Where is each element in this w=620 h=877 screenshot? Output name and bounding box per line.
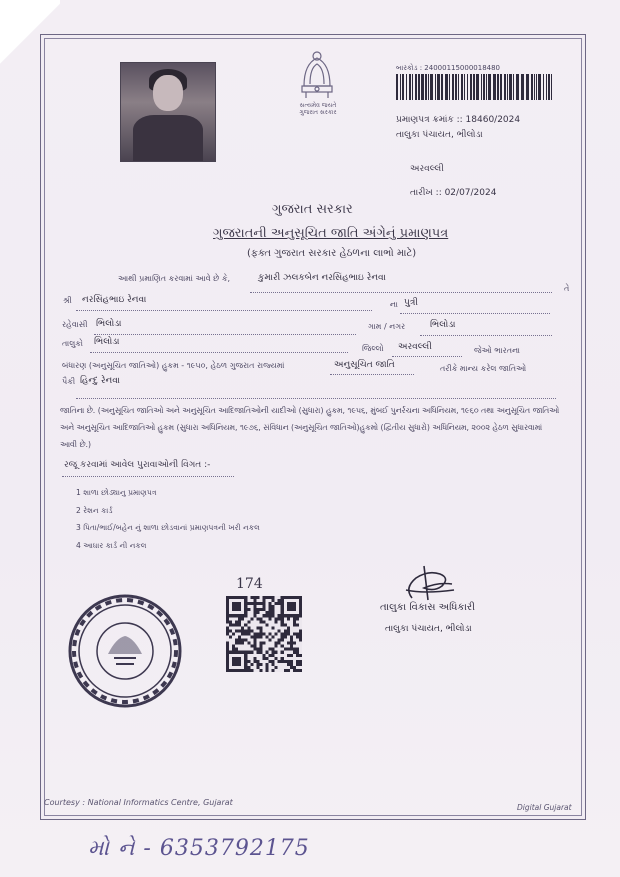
emblem-govt-name: ગુજરાત સરકાર	[299, 109, 337, 116]
applicant-name: કુમારી ઝલકબેન નરસિંહભાઇ રેનવા	[258, 273, 386, 283]
district-top: અરવલ્લી	[410, 164, 444, 174]
joins-label: જેઓ ભારતના	[474, 346, 521, 355]
applicant-photo	[120, 62, 216, 162]
documents-list	[76, 484, 260, 554]
relation-underline	[400, 313, 550, 314]
taluka-label: તાલુકો	[62, 339, 83, 348]
handwritten-phone: મો ને - 6353792175	[88, 836, 310, 861]
resident-underline	[94, 334, 356, 335]
list-item: 1 શાળા છોડ્યાનુ પ્રમાણપત્ર	[76, 488, 157, 497]
emblem-motto: સત્યમેવ જયતે	[299, 102, 337, 109]
official-seal-icon	[66, 592, 184, 710]
qr-code-icon	[226, 596, 302, 672]
resident-label: રહેવાસી	[62, 320, 88, 329]
constitution-text: બંધારણ (અનુસૂચિત જાતિઓ) હુકમ - ૧૯૫૦, હેઠળ ગુજરાત રાજ્યમાં	[62, 361, 285, 370]
legal-paragraph: જાતિના છે. (અનુસૂચિત જાતિઓ અને અનુસૂચિત આદિજાતિઓની યાદીઓ (સુધારા) હુકમ, ૧૯૫૬, મુંબઈ પુનર્રચના અધિનિયમ, ૧૯૬૦ તથા અનુસૂચિત જાતિઓ અને અનુસૂચિત આદિજાતિઓ હુકમ (સુધારા અધિનિયમ, ૧૯૭૬, સંવિધાન (અનુસૂચિત જાતિઓ)હુકમો (દ્વિતીય સુધારો) અધિનિયમ, ૨૦૦૨ હેઠળ સુધારવામાં આવી છે.)	[60, 406, 560, 449]
village-label: ગામ / નગર	[368, 322, 406, 331]
taluka-underline	[90, 352, 348, 353]
issuing-office-top: તાલુકા પંચાયત, ભીલોડા	[396, 130, 483, 140]
issue-date: તારીખ :: 02/07/2024	[410, 188, 497, 198]
list-item: 2 રેશન કાર્ડ	[76, 505, 113, 515]
documents-heading-underline	[62, 476, 234, 477]
government-heading: ગુજરાત સરકાર	[272, 202, 353, 217]
name-underline	[250, 292, 552, 293]
documents-heading	[64, 460, 210, 470]
handwritten-number: 174	[236, 576, 263, 592]
officer-title: તાલુકા વિકાસ અધિકારી	[380, 602, 475, 613]
category-value: અનુસૂચિત જાતિ	[334, 360, 395, 370]
barcode-number: બારકોડ : 24000115000018480	[396, 64, 501, 72]
village-underline	[420, 335, 552, 336]
district-label: જિલ્લો	[362, 344, 384, 353]
documents-heading-text: રજૂ કરવામાં આવેલ પુરાવાઓની વિગત :-	[64, 460, 211, 470]
emblem-caption	[288, 102, 348, 116]
officer-office: તાલુકા પંચાયત, ભીલોડા	[385, 624, 472, 634]
district-underline	[392, 356, 462, 357]
officer-signature-icon	[394, 560, 464, 606]
caste-underline	[76, 398, 556, 399]
district-value: અરવલ્લી	[398, 342, 432, 352]
relation-label: ના	[390, 300, 398, 309]
father-underline	[76, 310, 372, 311]
certificate-number: પ્રમાણપત્ર ક્રમાંક :: 18460/2024	[396, 115, 521, 125]
courtesy-note: Courtesy : National Informatics Centre, Gujarat	[44, 798, 233, 807]
barcode-icon	[396, 74, 554, 100]
relation-value: પુત્રી	[404, 298, 418, 308]
village-value: ભિલોડા	[430, 320, 456, 330]
suffix-te: તે	[564, 284, 570, 293]
father-name: નરસિંહભાઇ રેનવા	[82, 295, 147, 305]
certify-label: આથી પ્રમાણિત કરવામાં આવે છે કે,	[118, 274, 231, 283]
recognized-text: તરીકે માન્ય કરેલ જાતિઓ	[440, 364, 527, 373]
resident-value: ભિલોડા	[96, 319, 122, 329]
caste-value: હિન્દુ રેનવા	[80, 376, 121, 386]
certificate-subtitle: (ફક્ત ગુજરાત સરકાર હેઠળના લાભો માટે)	[247, 248, 417, 259]
caste-label: પૈકી	[62, 377, 76, 386]
certificate-title: ગુજરાતની અનુસૂચિત જાતિ અંગેનું પ્રમાણપત્ર	[213, 226, 449, 241]
digital-gujarat-brand: Digital Gujarat	[517, 803, 572, 812]
list-item: 3 પિતા/ભાઈ/બહેન નું શાળા છોડવાનાં પ્રમાણપત્રની ખરી નકલ	[76, 523, 260, 532]
category-underline	[330, 374, 414, 375]
list-item: 4 આધાર કાર્ડ ની નકલ	[76, 540, 147, 550]
taluka-value: ભિલોડા	[94, 337, 120, 347]
shri-label: શ્રી	[63, 296, 72, 305]
